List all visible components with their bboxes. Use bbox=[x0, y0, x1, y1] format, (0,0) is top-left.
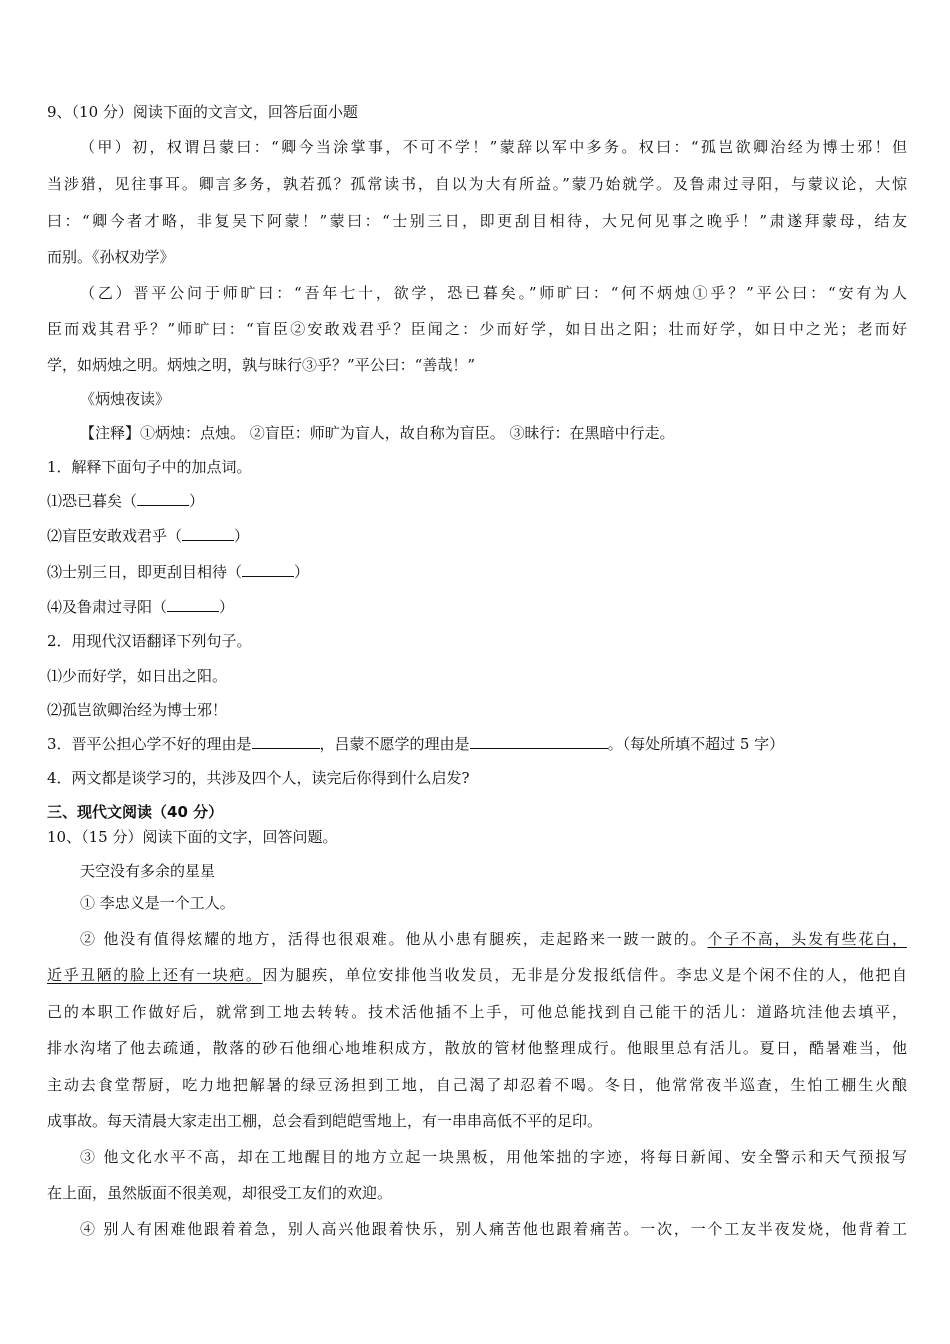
jia-line-1: （甲）初，权谓吕蒙曰：“卿今当涂掌事，不可不学！”蒙辞以军中多务。权曰：“孤岂欲卿治经为博士邪！但 bbox=[80, 138, 907, 156]
sub1-item-text: ⑵盲臣安敢戏君乎（ bbox=[47, 527, 183, 545]
paragraph-3-line-2: 在上面，虽然版面不很美观，却很受工友们的欢迎。 bbox=[47, 1184, 393, 1202]
sub1-item-2 bbox=[47, 526, 907, 546]
sub2-title: 2．用现代汉语翻译下列句子。 bbox=[47, 632, 252, 650]
sub1-item-3 bbox=[47, 562, 907, 582]
sub1-item-1 bbox=[47, 491, 907, 511]
paragraph-2-line-2 bbox=[47, 965, 907, 985]
paragraph-2-line-1 bbox=[80, 929, 907, 949]
yi-line-3: 学，如炳烛之明。炳烛之明，孰与昧行③乎？”平公曰：“善哉！” bbox=[47, 356, 476, 374]
paragraph-2-line-3: 己的本职工作做好后，就常到工地去转转。技术活他插不上手，可他总能找到自己能干的活儿：道路坑洼他去填平， bbox=[47, 1003, 907, 1021]
p2-text: ② 他没有值得炫耀的地方，活得也很艰难。他从小患有腿疾，走起路来一跛一跛的。 bbox=[80, 930, 708, 948]
sub1-item-text: ⑴恐已暮矣（ bbox=[47, 492, 138, 510]
sub2-item-1: ⑴少而好学，如日出之阳。 bbox=[47, 667, 228, 685]
sub4-question: 4．两文都是谈学习的，共涉及四个人，读完后你得到什么启发? bbox=[47, 769, 470, 787]
sub1-item-4 bbox=[47, 597, 907, 617]
sub1-item-text: ⑷及鲁肃过寻阳（ bbox=[47, 598, 168, 616]
paragraph-2-line-6: 成事故。每天清晨大家走出工棚，总会看到皑皑雪地上，有一串串高低不平的足印。 bbox=[47, 1112, 603, 1130]
sub1-item-close: ） bbox=[189, 492, 205, 510]
sub3-text-b: ，吕蒙不愿学的理由是 bbox=[319, 735, 470, 753]
p2-underlined: 个子不高，头发有些花白， bbox=[707, 930, 907, 948]
sub3-text-c: 。（每处所填不超过 5 字） bbox=[607, 735, 785, 753]
sub1-item-text: ⑶士别三日，即更刮目相待（ bbox=[47, 563, 243, 581]
answer-blank[interactable] bbox=[242, 562, 294, 577]
sub1-title: 1．解释下面句子中的加点词。 bbox=[47, 458, 252, 476]
sub1-item-close: ） bbox=[219, 598, 235, 616]
yi-source: 《炳烛夜读》 bbox=[80, 390, 171, 408]
annotation-note: 【注释】①炳烛：点烛。 ②盲臣：师旷为盲人，故自称为盲臣。 ③昧行：在黑暗中行走。 bbox=[80, 424, 675, 442]
p2-underlined: 近乎丑陋的脸上还有一块疤。 bbox=[47, 966, 263, 984]
answer-blank[interactable] bbox=[182, 526, 234, 541]
paragraph-4-line-1: ④ 别人有困难他跟着着急，别人高兴他跟着快乐，别人痛苦他也跟着痛苦。一次，一个工友半夜发烧，他背着工 bbox=[80, 1220, 907, 1238]
yi-line-2: 臣而戏其君乎？”师旷曰：“盲臣②安敢戏君乎？臣闻之：少而好学，如日出之阳；壮而好学，如日中之光；老而好 bbox=[47, 320, 907, 338]
sub3-question bbox=[47, 734, 907, 754]
paragraph-1: ① 李忠义是一个工人。 bbox=[80, 894, 235, 912]
article-title: 天空没有多余的星星 bbox=[80, 862, 216, 880]
jia-line-4: 而别。《孙权劝学》 bbox=[47, 248, 175, 266]
answer-blank[interactable] bbox=[137, 491, 189, 506]
sub2-item-2: ⑵孤岂欲卿治经为博士邪！ bbox=[47, 701, 228, 719]
answer-blank[interactable] bbox=[167, 597, 219, 612]
jia-line-3: 曰：“卿今者才略，非复吴下阿蒙！”蒙曰：“士别三日，即更刮目相待，大兄何见事之晚乎！”肃遂拜蒙母，结友 bbox=[47, 212, 907, 230]
p2-text: 因为腿疾，单位安排他当收发员，无非是分发报纸信件。李忠义是个闲不住的人，他把自 bbox=[262, 966, 907, 984]
paragraph-3-line-1: ③ 他文化水平不高，却在工地醒目的地方立起一块黑板，用他笨拙的字迹，将每日新闻、安全警示和天气预报写 bbox=[80, 1148, 907, 1166]
jia-line-2: 当涉猎，见往事耳。卿言多务，孰若孤？孤常读书，自以为大有所益。”蒙乃始就学。及鲁肃过寻阳，与蒙议论，大惊 bbox=[47, 175, 907, 193]
section-title: 三、现代文阅读（40 分） bbox=[47, 803, 224, 821]
q9-header: 9、（10 分）阅读下面的文言文，回答后面小题 bbox=[47, 103, 358, 121]
answer-blank[interactable] bbox=[470, 734, 608, 749]
sub1-item-close: ） bbox=[294, 563, 310, 581]
sub3-text-a: 3．晋平公担心学不好的理由是 bbox=[47, 735, 252, 753]
paragraph-2-line-4: 排水沟堵了他去疏通，散落的砂石他细心地堆积成方，散放的管材他整理成行。他眼里总有活儿。夏日，酷暑难当，他 bbox=[47, 1039, 907, 1057]
paragraph-2-line-5: 主动去食堂帮厨，吃力地把解暑的绿豆汤担到工地，自己渴了却忍着不喝。冬日，他常常夜半巡查，生怕工棚生火酿 bbox=[47, 1076, 907, 1094]
yi-line-1: （乙）晋平公问于师旷曰：“吾年七十，欲学，恐已暮矣。”师旷曰：“何不炳烛①乎？”平公曰：“安有为人 bbox=[80, 284, 907, 302]
q10-header: 10、（15 分）阅读下面的文字，回答问题。 bbox=[47, 828, 338, 846]
answer-blank[interactable] bbox=[252, 734, 320, 749]
sub1-item-close: ） bbox=[234, 527, 250, 545]
